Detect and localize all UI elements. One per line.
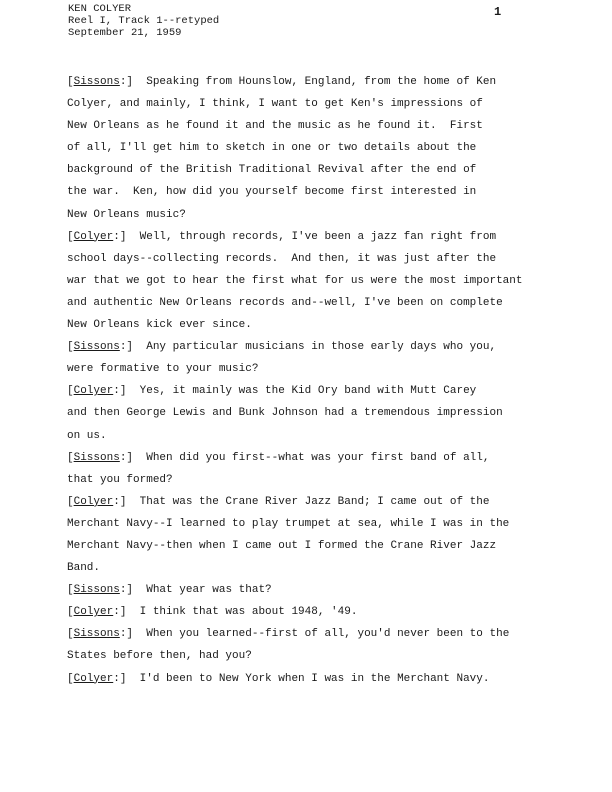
- line-text: :] When did you first--what was your first band of all,: [119, 451, 490, 464]
- transcript-line: and authentic New Orleans records and--well, I've been on complete: [67, 296, 503, 309]
- line-text: :] Speaking from Hounslow, England, from the home of Ken: [119, 76, 497, 88]
- speaker-label: Sissons: [73, 76, 120, 88]
- transcript-line: and then George Lewis and Bunk Johnson had a tremendous impression: [67, 407, 503, 420]
- transcript-line: on us.: [67, 429, 107, 442]
- transcript-paragraph: [67, 623, 547, 667]
- transcript-line: [Sissons:] Speaking from Hounslow, England, from the home of Ken: [67, 76, 497, 88]
- transcript-line: Colyer, and mainly, I think, I want to get Ken's impressions of: [67, 98, 483, 111]
- transcript-line: States before then, had you?: [67, 650, 252, 663]
- page-number: 1: [494, 5, 502, 19]
- transcript-line: [Sissons:] When did you first--what was your first band of all,: [67, 451, 490, 464]
- line-text: :] Yes, it mainly was the Kid Ory band with Mutt Carey: [113, 385, 477, 398]
- interview-date: September 21, 1959: [68, 27, 182, 39]
- document-header: [68, 3, 219, 39]
- speaker-label: Colyer: [73, 606, 114, 619]
- line-text: :] Well, through records, I've been a jazz fan right from: [113, 230, 497, 243]
- speaker-label: Colyer: [73, 672, 114, 685]
- transcript-line: were formative to your music?: [67, 363, 259, 376]
- line-text: :] When you learned--first of all, you'd never been to the: [119, 628, 510, 641]
- line-text: :] I think that was about 1948, '49.: [113, 606, 358, 619]
- transcript-line: Merchant Navy--then when I came out I formed the Crane River Jazz: [67, 539, 497, 552]
- transcript-body: [67, 71, 547, 690]
- transcript-line: [Sissons:] When you learned--first of all, you'd never been to the: [67, 628, 510, 641]
- transcript-line: [Colyer:] Yes, it mainly was the Kid Ory band with Mutt Carey: [67, 385, 477, 398]
- transcript-line: [Sissons:] What year was that?: [67, 584, 272, 597]
- speaker-label: Sissons: [73, 451, 120, 464]
- reel-track: Reel I, Track 1--retyped: [68, 15, 220, 27]
- transcript-line: of all, I'll get him to sketch in one or two details about the: [67, 142, 477, 155]
- transcript-paragraph: [67, 601, 547, 623]
- transcript-paragraph: [67, 491, 547, 579]
- transcript-line: [Colyer:] Well, through records, I've been a jazz fan right from: [67, 230, 497, 243]
- speaker-label: Sissons: [73, 584, 120, 597]
- transcript-line: [Colyer:] I'd been to New York when I was in the Merchant Navy.: [67, 672, 490, 685]
- transcript-paragraph: [67, 668, 547, 690]
- transcript-paragraph: [67, 579, 547, 601]
- transcript-line: school days--collecting records. And then, it was just after the: [67, 252, 497, 265]
- transcript-paragraph: [67, 380, 547, 446]
- line-text: :] What year was that?: [119, 584, 272, 597]
- transcript-paragraph: [67, 336, 547, 380]
- speaker-label: Sissons: [73, 341, 120, 354]
- transcript-line: New Orleans as he found it and the music as he found it. First: [67, 120, 483, 133]
- transcript-line: New Orleans kick ever since.: [67, 319, 252, 332]
- interviewee-name: KEN COLYER: [68, 3, 132, 15]
- transcript-line: [Colyer:] That was the Crane River Jazz Band; I came out of the: [67, 495, 490, 508]
- speaker-label: Sissons: [73, 628, 120, 641]
- speaker-label: Colyer: [73, 230, 114, 243]
- transcript-paragraph: [67, 447, 547, 491]
- transcript-line: war that we got to hear the first what for us were the most important: [67, 274, 523, 287]
- line-text: :] That was the Crane River Jazz Band; I came out of the: [113, 495, 490, 508]
- line-text: :] I'd been to New York when I was in the Merchant Navy.: [113, 672, 490, 685]
- transcript-line: Band.: [67, 562, 101, 575]
- transcript-line: background of the British Traditional Revival after the end of: [67, 164, 477, 177]
- transcript-line: that you formed?: [67, 473, 173, 486]
- transcript-line: the war. Ken, how did you yourself become first interested in: [67, 186, 477, 199]
- speaker-label: Colyer: [73, 385, 114, 398]
- transcript-line: [Sissons:] Any particular musicians in those early days who you,: [67, 341, 497, 354]
- transcript-paragraph: [67, 226, 547, 336]
- transcript-line: New Orleans music?: [67, 208, 186, 221]
- transcript-line: [Colyer:] I think that was about 1948, '49.: [67, 606, 358, 619]
- transcript-line: Merchant Navy--I learned to play trumpet at sea, while I was in the: [67, 517, 510, 530]
- transcript-paragraph: [67, 71, 547, 226]
- speaker-label: Colyer: [73, 495, 114, 508]
- line-text: :] Any particular musicians in those early days who you,: [119, 341, 497, 354]
